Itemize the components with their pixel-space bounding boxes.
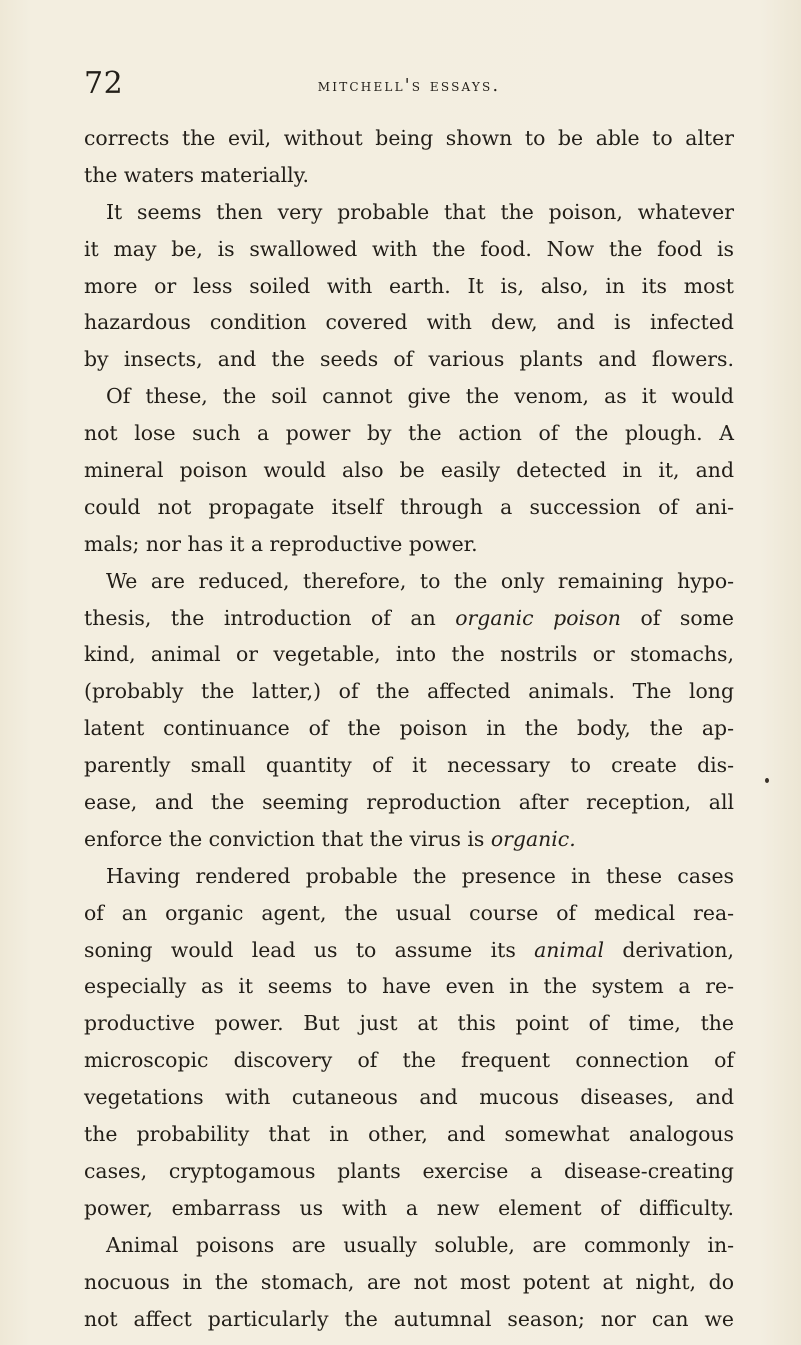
text-line	[84, 268, 734, 305]
page-number: 72	[84, 66, 124, 101]
text-line	[84, 636, 734, 673]
text-line	[84, 1005, 734, 1042]
text-segment: soning would lead us to assume its	[84, 937, 535, 962]
text-line	[84, 378, 734, 415]
text-segment: the waters materially.	[84, 162, 309, 187]
text-line	[84, 710, 734, 747]
text-line	[84, 304, 734, 341]
text-line	[84, 673, 734, 710]
text-line	[84, 452, 734, 489]
running-title: mitchell's essays.	[317, 76, 501, 96]
text-segment: mals; nor has it a reproductive power.	[84, 531, 478, 556]
text-line	[84, 1079, 734, 1116]
text-segment: Of these, the soil cannot give the venom, as it would	[106, 384, 734, 409]
text-line	[84, 821, 734, 858]
text-line	[84, 784, 734, 821]
text-segment: mineral poison would also be easily detected in it, and	[84, 458, 734, 483]
text-line	[84, 563, 734, 600]
text-line	[84, 1042, 734, 1079]
text-line	[84, 1116, 734, 1153]
text-segment: derivation,	[603, 937, 734, 962]
text-segment: could not propagate itself through a succession of ani-	[84, 494, 734, 519]
text-segment: power, embarrass us with a new element of difficulty.	[84, 1195, 734, 1220]
text-segment: not affect particularly the autumnal season; nor can we	[84, 1306, 734, 1331]
text-line	[84, 341, 734, 378]
text-segment: productive power. But just at this point of time, the	[84, 1011, 734, 1036]
text-line	[84, 968, 734, 1005]
text-segment: by insects, and the seeds of various plants and flowers.	[84, 347, 734, 372]
text-line	[84, 1153, 734, 1190]
text-segment: hazardous condition covered with dew, and is infected	[84, 310, 734, 335]
text-segment: of an organic agent, the usual course of medical rea-	[84, 900, 734, 925]
text-segment: nocuous in the stomach, are not most potent at night, do	[84, 1269, 734, 1294]
text-segment: microscopic discovery of the frequent connection of	[84, 1048, 734, 1073]
text-line	[84, 858, 734, 895]
text-segment: Animal poisons are usually soluble, are commonly in-	[106, 1232, 734, 1257]
print-speck	[765, 778, 769, 783]
text-line	[84, 415, 734, 452]
text-segment: of some	[620, 605, 734, 630]
text-line	[84, 231, 734, 268]
text-line	[84, 932, 734, 969]
text-segment: parently small quantity of it necessary to create dis-	[84, 753, 734, 778]
text-segment: It seems then very probable that the poison, whatever	[106, 199, 734, 224]
text-segment: corrects the evil, without being shown to be able to alter	[84, 126, 734, 150]
text-line	[84, 194, 734, 231]
page-header	[84, 62, 734, 106]
italic-text: organic poison	[455, 605, 621, 630]
text-segment: especially as it seems to have even in the system a re-	[84, 974, 734, 999]
text-segment: kind, animal or vegetable, into the nostrils or stomachs,	[84, 642, 734, 667]
text-line	[84, 1301, 734, 1338]
text-line	[84, 120, 734, 157]
text-segment: latent continuance of the poison in the body, the ap-	[84, 716, 734, 741]
text-segment: Having rendered probable the presence in these cases	[106, 863, 734, 888]
text-segment: it may be, is swallowed with the food. Now the food is	[84, 236, 734, 261]
text-segment: not lose such a power by the action of the plough. A	[84, 421, 734, 446]
text-line	[84, 747, 734, 784]
text-line	[84, 1190, 734, 1227]
text-segment: more or less soiled with earth. It is, also, in its most	[84, 273, 734, 298]
text-line	[84, 1227, 734, 1264]
text-segment: vegetations with cutaneous and mucous diseases, and	[84, 1085, 734, 1110]
italic-text: organic.	[490, 826, 576, 851]
text-line	[84, 1264, 734, 1301]
text-line	[84, 489, 734, 526]
text-segment: (probably the latter,) of the affected animals. The long	[84, 679, 734, 704]
text-line	[84, 600, 734, 637]
text-line	[84, 895, 734, 932]
text-segment: enforce the conviction that the virus is	[84, 826, 491, 851]
text-segment: cases, cryptogamous plants exercise a disease-creating	[84, 1158, 734, 1183]
text-line	[84, 157, 734, 194]
text-segment: We are reduced, therefore, to the only remaining hypo-	[106, 568, 734, 593]
text-segment: thesis, the introduction of an	[84, 605, 456, 630]
text-segment: the probability that in other, and somewhat analogous	[84, 1122, 734, 1147]
body-text	[84, 120, 734, 1337]
text-segment: ease, and the seeming reproduction after reception, all	[84, 790, 734, 815]
italic-text: animal	[534, 937, 604, 962]
text-line	[84, 526, 734, 563]
